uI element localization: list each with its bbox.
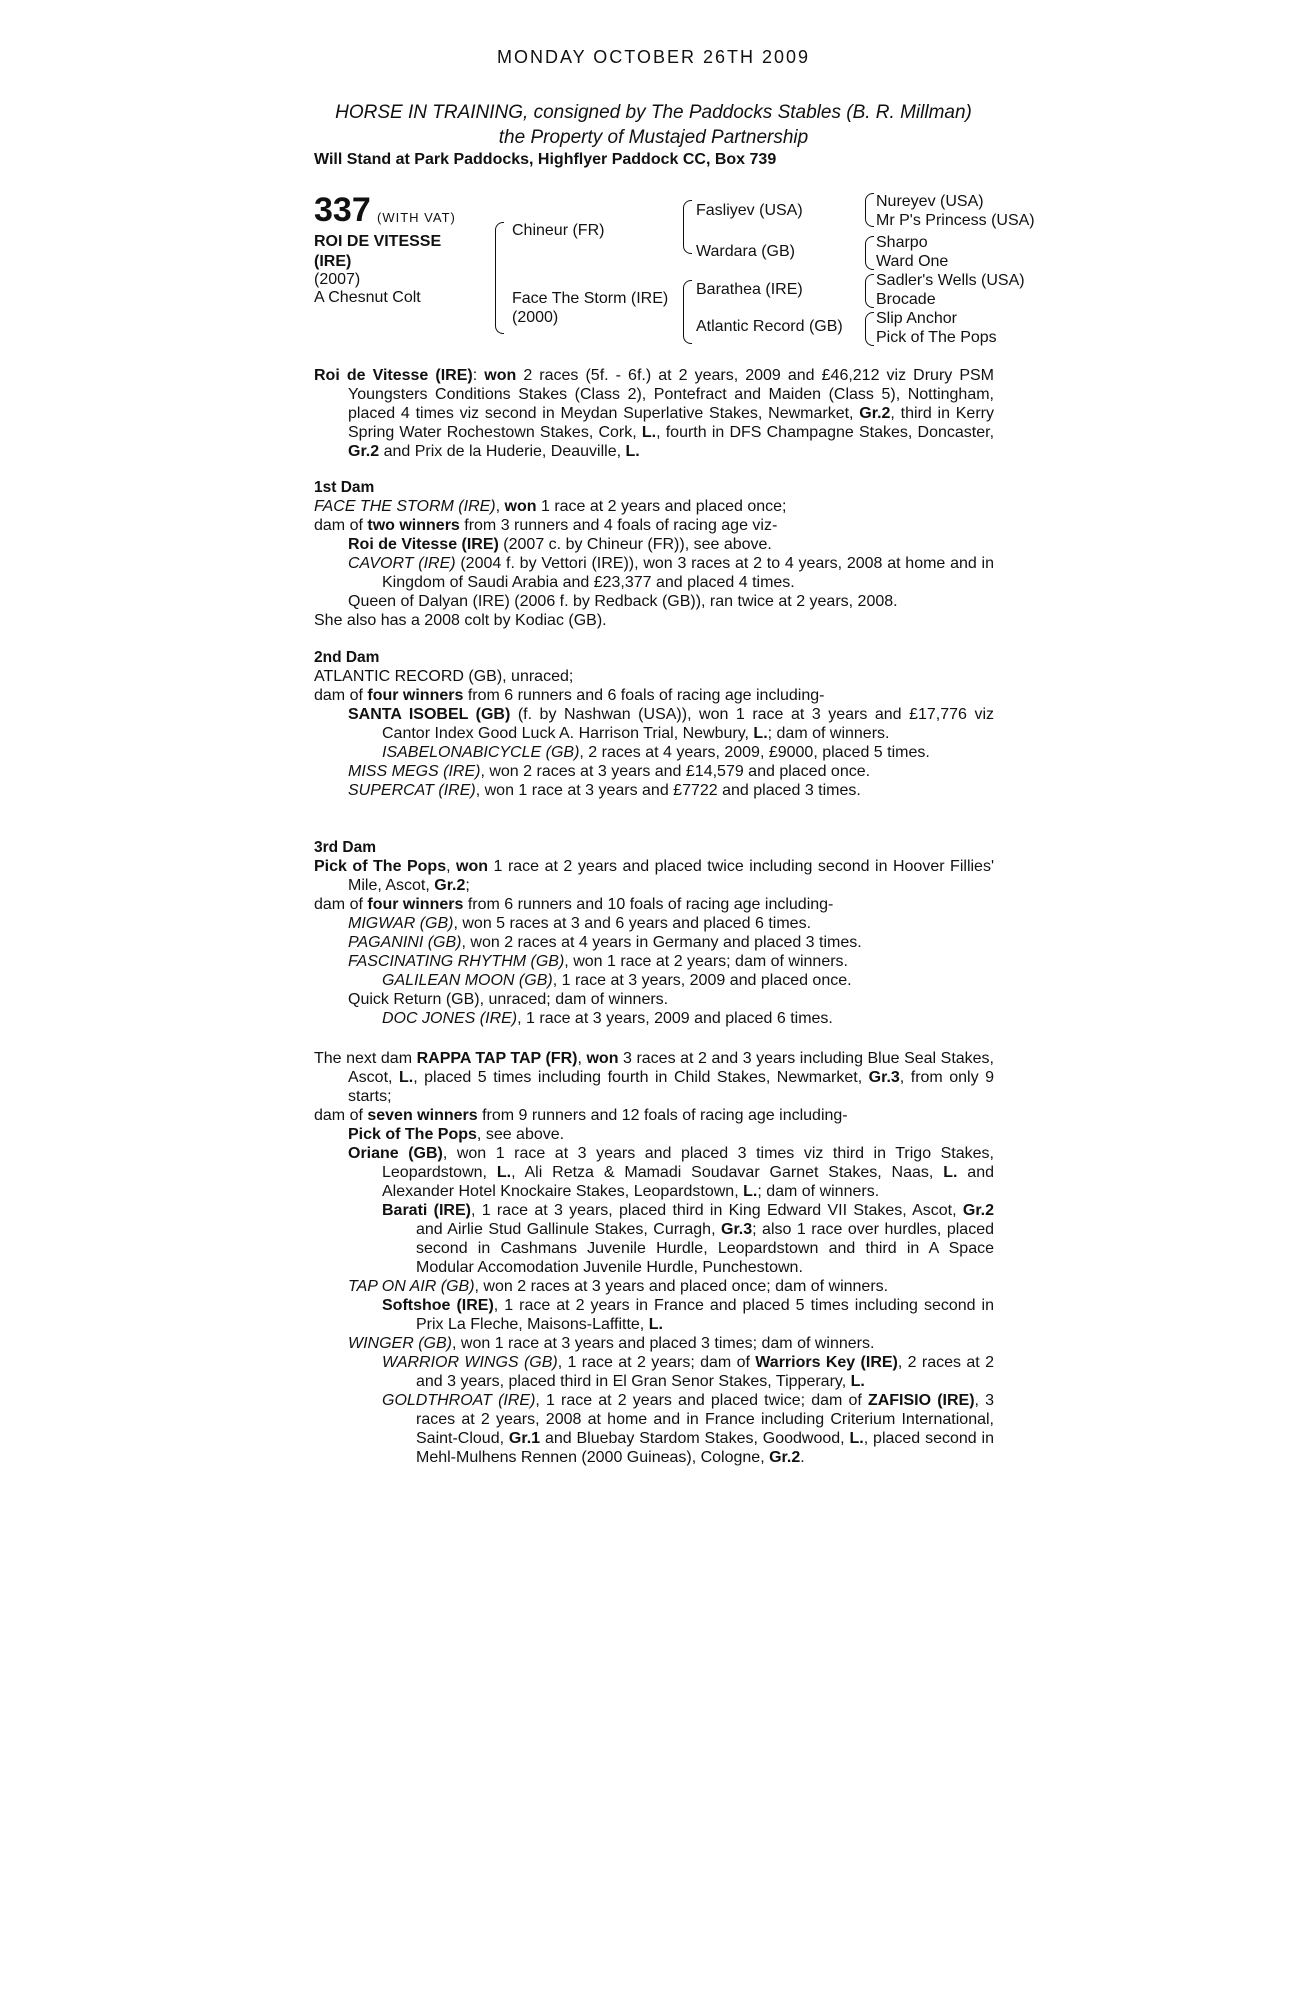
- offspring-name: Softshoe (IRE): [382, 1297, 494, 1314]
- offspring-name: PAGANINI (GB): [348, 934, 462, 951]
- offspring-entry: Queen of Dalyan (IRE) (2006 f. by Redback (GB)), ran twice at 2 years, 2008.: [348, 593, 898, 610]
- offspring-name: FASCINATING RHYTHM (GB): [348, 953, 565, 970]
- offspring-name: TAP ON AIR (GB): [348, 1278, 475, 1295]
- offspring-entry: [314, 705, 994, 743]
- text: ;: [465, 877, 470, 894]
- pedigree-dam-year: (2000): [512, 309, 559, 326]
- section-heading: 2nd Dam: [314, 649, 380, 666]
- produce-line: [314, 1106, 994, 1125]
- text: , placed second in Mehl-Mulhens Rennen (2000 Guineas), Cologne,: [416, 1430, 994, 1466]
- text: , won 2 races at 4 years in Germany and placed 3 times.: [461, 934, 862, 951]
- text: (f. by Nashwan (USA)), won 1 race at 3 years and £17,776 viz Cantor Index Good Luck A. Harrison Trial, Newbury,: [382, 706, 994, 742]
- offspring-entry: [314, 933, 994, 952]
- pedigree-brace: [865, 274, 874, 308]
- text: 3 races at 2 and 3 years including Blue Seal Stakes, Ascot,: [348, 1050, 995, 1086]
- listed-label: L.: [753, 725, 768, 742]
- dam-line: ATLANTIC RECORD (GB), unraced;: [314, 668, 574, 685]
- text: , won 5 races at 3 and 6 years and placed 6 times.: [453, 915, 812, 932]
- stable-location: Will Stand at Park Paddocks, Highflyer Paddock CC, Box 739: [314, 151, 777, 168]
- offspring-name: Roi de Vitesse (IRE): [348, 536, 499, 553]
- grade-label: Gr.3: [868, 1069, 900, 1086]
- text: 1 race at 2 years and placed twice including second in Hoover Fillies' Mile, Ascot,: [348, 858, 995, 894]
- text: , 2 races at 4 years, 2009, £9000, placed 5 times.: [579, 744, 930, 761]
- record-won: won: [484, 367, 517, 384]
- pedigree-sire-dam: Wardara (GB): [696, 243, 795, 260]
- lot-number: 337: [314, 191, 371, 229]
- grade-label: Gr.2: [962, 1202, 995, 1219]
- grand-offspring-entry: [314, 1353, 994, 1391]
- offspring-name: DOC JONES (IRE): [382, 1010, 518, 1027]
- winners-count: seven winners: [367, 1107, 478, 1124]
- offspring-entry: [314, 1334, 994, 1353]
- grand-offspring-entry: [314, 1296, 994, 1334]
- text: , 1 race at 2 years and placed twice; dam of: [535, 1392, 868, 1409]
- offspring-name: Pick of The Pops: [348, 1126, 477, 1143]
- text: and Airlie Stud Gallinule Stakes, Curragh,: [416, 1221, 721, 1238]
- pedigree-brace: [495, 222, 504, 334]
- text: dam of: [314, 517, 368, 534]
- offspring-name: WINGER (GB): [348, 1335, 452, 1352]
- dam-name: Pick of The Pops: [314, 858, 447, 875]
- listed-label: L.: [641, 424, 657, 441]
- listed-label: L.: [625, 443, 640, 460]
- text: The next dam: [314, 1050, 417, 1067]
- offspring-name: CAVORT (IRE): [348, 555, 456, 572]
- pedigree-dss: Sadler's Wells (USA): [876, 272, 1025, 289]
- text: ; dam of winners.: [767, 725, 890, 742]
- dam-name: FACE THE STORM (IRE): [314, 498, 496, 515]
- grade-label: Gr.2: [769, 1449, 801, 1466]
- text: , 3 races at 2 years, 2008 at home and in France including Criterium International, Saint-Cloud,: [416, 1392, 995, 1447]
- pedigree-dam: Face The Storm (IRE): [512, 290, 669, 307]
- offspring-name: GOLDTHROAT (IRE): [382, 1392, 536, 1409]
- pedigree-dam-dam: Atlantic Record (GB): [696, 318, 843, 335]
- dam-text: 1 race at 2 years and placed once;: [536, 498, 787, 515]
- offspring-name: MIGWAR (GB): [348, 915, 454, 932]
- pedigree-brace: [683, 200, 692, 254]
- grand-offspring-entry: [314, 743, 994, 762]
- offspring-name: ZAFISIO (IRE): [867, 1392, 975, 1409]
- text: from 3 runners and 4 foals of racing age viz-: [459, 517, 778, 534]
- produce-line: [314, 686, 994, 705]
- record-text: 2 races (5f. - 6f.) at 2 years, 2009 and £46,212 viz Drury PSM Youngsters Conditions Stakes (Class 2), Pontefract and Maiden (Class 5), Nottingham, placed 4 times viz second in Meydan Superlative Stakes, Newmarket,: [348, 367, 995, 422]
- horse-name: ROI DE VITESSE (IRE): [314, 233, 442, 270]
- grand-offspring-entry: [314, 1201, 994, 1277]
- text: and Alexander Hotel Knockaire Stakes, Leopardstown,: [382, 1164, 995, 1200]
- first-dam-section: [314, 478, 994, 630]
- text: , 2 races at 2 and 3 years, placed third in El Gran Senor Stakes, Tipperary,: [416, 1354, 995, 1390]
- section-heading: 1st Dam: [314, 479, 375, 496]
- produce-line: [314, 516, 994, 535]
- text: , from only 9 starts;: [348, 1069, 995, 1105]
- pedigree-dam-sire: Barathea (IRE): [696, 281, 803, 298]
- pedigree-sds: Sharpo: [876, 234, 928, 251]
- offspring-name: Oriane (GB): [348, 1145, 443, 1162]
- grade-label: Gr.3: [721, 1221, 753, 1238]
- grade-label: Gr.2: [859, 405, 891, 422]
- grade-label: Gr.1: [508, 1430, 541, 1447]
- pedigree-brace: [865, 312, 874, 346]
- dam-name: RAPPA TAP TAP (FR): [416, 1050, 578, 1067]
- listed-label: L.: [849, 1430, 864, 1447]
- dam-line: Pick of The Pops, won 1 race at 2 years and placed twice including second in Hoover Fillies' Mile, Ascot, Gr.2;: [314, 858, 995, 894]
- listed-label: L.: [943, 1164, 958, 1181]
- text: dam of: [314, 1107, 368, 1124]
- third-dam-section: [314, 838, 994, 1028]
- offspring-entry: She also has a 2008 colt by Kodiac (GB).: [314, 612, 607, 629]
- text: from 6 runners and 6 foals of racing age including-: [463, 687, 825, 704]
- grand-offspring-entry: [314, 971, 994, 990]
- record-paragraph: [314, 366, 994, 461]
- won-label: won: [456, 858, 489, 875]
- pedigree-dds: Slip Anchor: [876, 310, 957, 327]
- horse-description: A Chesnut Colt: [314, 289, 421, 306]
- colon: :: [472, 367, 478, 384]
- winners-count: four winners: [367, 687, 464, 704]
- listed-label: L.: [743, 1183, 758, 1200]
- text: , 1 race at 3 years, 2009 and placed 6 times.: [517, 1010, 833, 1027]
- text: , 1 race at 2 years in France and placed 5 times including second in Prix La Fleche, Maisons-Laffitte,: [416, 1297, 995, 1333]
- text: , won 2 races at 3 years and £14,579 and placed once.: [480, 763, 871, 780]
- offspring-entry: [314, 1144, 994, 1201]
- offspring-name: SANTA ISOBEL (GB): [348, 706, 511, 723]
- won-label: won: [586, 1050, 619, 1067]
- text: (2004 f. by Vettori (IRE)), won 3 races at 2 to 4 years, 2008 at home and in Kingdom of Saudi Arabia and £23,377 and placed 4 times.: [382, 555, 994, 591]
- offspring-name: WARRIOR WINGS (GB): [382, 1354, 558, 1371]
- offspring-entry: [314, 1277, 994, 1296]
- listed-label: L.: [850, 1373, 865, 1390]
- text: .: [800, 1449, 805, 1466]
- record-text: , fourth in DFS Champagne Stakes, Doncaster,: [656, 424, 995, 441]
- text: and Bluebay Stardom Stakes, Goodwood,: [540, 1430, 850, 1447]
- dam-line: [314, 1049, 994, 1106]
- grade-label: Gr.2: [434, 877, 466, 894]
- pedigree-dsd: Brocade: [876, 291, 936, 308]
- offspring-name: GALILEAN MOON (GB): [382, 972, 553, 989]
- record-text: , third in Kerry Spring Water Rochestown Stakes, Cork,: [348, 405, 994, 441]
- pedigree-brace: [865, 236, 874, 270]
- pedigree-brace: [865, 193, 874, 227]
- offspring-entry: Quick Return (GB), unraced; dam of winners.: [348, 991, 669, 1008]
- offspring-entry: [314, 762, 994, 781]
- text: , won 1 race at 2 years; dam of winners.: [564, 953, 848, 970]
- owner-line: the Property of Mustajed Partnership: [498, 127, 809, 148]
- text: ,: [577, 1050, 587, 1067]
- offspring-entry: [314, 1125, 994, 1144]
- fourth-dam-section: [314, 1049, 994, 1467]
- offspring-name: MISS MEGS (IRE): [348, 763, 481, 780]
- text: , 1 race at 2 years; dam of: [557, 1354, 756, 1371]
- record-horse-name: Roi de Vitesse (IRE): [314, 367, 473, 384]
- offspring-entry: [314, 952, 994, 971]
- offspring-entry: [314, 914, 994, 933]
- listed-label: L.: [398, 1069, 414, 1086]
- text: , 1 race at 3 years, placed third in King Edward VII Stakes, Ascot,: [470, 1202, 963, 1219]
- text: , won 1 race at 3 years and £7722 and placed 3 times.: [475, 782, 861, 799]
- grand-offspring-entry: [314, 1391, 994, 1467]
- vat-note: (WITH VAT): [377, 210, 456, 225]
- pedigree-sire: Chineur (FR): [512, 222, 605, 239]
- offspring-entry: [314, 535, 994, 554]
- text: from 6 runners and 10 foals of racing age including-: [463, 896, 834, 913]
- grade-label: Gr.2: [348, 443, 380, 460]
- record-text: and Prix de la Huderie, Deauville,: [379, 443, 626, 460]
- listed-label: L.: [648, 1316, 663, 1333]
- text: from 9 runners and 12 foals of racing age including-: [477, 1107, 848, 1124]
- text: , won 2 races at 3 years and placed once; dam of winners.: [474, 1278, 889, 1295]
- section-heading: 3rd Dam: [314, 839, 377, 856]
- offspring-name: Warriors Key (IRE): [755, 1354, 898, 1371]
- grand-offspring-entry: [314, 1009, 994, 1028]
- text: dam of: [314, 687, 368, 704]
- text: ; also 1 race over hurdles, placed second in Cashmans Juvenile Hurdle, Leopardstown and third in A Space Modular Accomodation Juvenile Hurdle, Punchestown.: [416, 1221, 995, 1276]
- produce-line: [314, 895, 994, 914]
- pedigree-sdd: Ward One: [876, 253, 949, 270]
- listed-label: L.: [496, 1164, 512, 1181]
- offspring-name: SUPERCAT (IRE): [348, 782, 476, 799]
- foaling-year: (2007): [314, 271, 361, 288]
- pedigree-ssd: Mr P's Princess (USA): [876, 212, 1035, 229]
- second-dam-section: [314, 648, 994, 800]
- offspring-entry: [314, 781, 994, 800]
- offspring-name: Barati (IRE): [382, 1202, 471, 1219]
- offspring-entry: [314, 554, 994, 592]
- text: dam of: [314, 896, 368, 913]
- text: , 1 race at 3 years, 2009 and placed once.: [552, 972, 852, 989]
- won-label: won: [504, 498, 537, 515]
- pedigree-ddd: Pick of The Pops: [876, 329, 997, 346]
- text: (2007 c. by Chineur (FR)), see above.: [498, 536, 772, 553]
- text: , won 1 race at 3 years and placed 3 times; dam of winners.: [452, 1335, 875, 1352]
- sale-date: MONDAY OCTOBER 26TH 2009: [496, 47, 811, 67]
- consignor-line: HORSE IN TRAINING, consigned by The Paddocks Stables (B. R. Millman): [335, 102, 972, 123]
- offspring-name: ISABELONABICYCLE (GB): [382, 744, 580, 761]
- dam-line: FACE THE STORM (IRE), won 1 race at 2 years and placed once;: [314, 498, 787, 515]
- text: ; dam of winners.: [757, 1183, 880, 1200]
- text: , placed 5 times including fourth in Child Stakes, Newmarket,: [413, 1069, 869, 1086]
- winners-count: four winners: [367, 896, 464, 913]
- pedigree-brace: [683, 280, 692, 344]
- racing-record: [314, 366, 994, 461]
- pedigree-sss: Nureyev (USA): [876, 193, 984, 210]
- text: , Ali Retza & Mamadi Soudavar Garnet Stakes, Naas,: [511, 1164, 944, 1181]
- text: , see above.: [476, 1126, 565, 1143]
- text: , won 1 race at 3 years and placed 3 times viz third in Trigo Stakes, Leopardstown,: [382, 1145, 994, 1181]
- pedigree-sire-sire: Fasliyev (USA): [696, 202, 803, 219]
- winners-count: two winners: [367, 517, 460, 534]
